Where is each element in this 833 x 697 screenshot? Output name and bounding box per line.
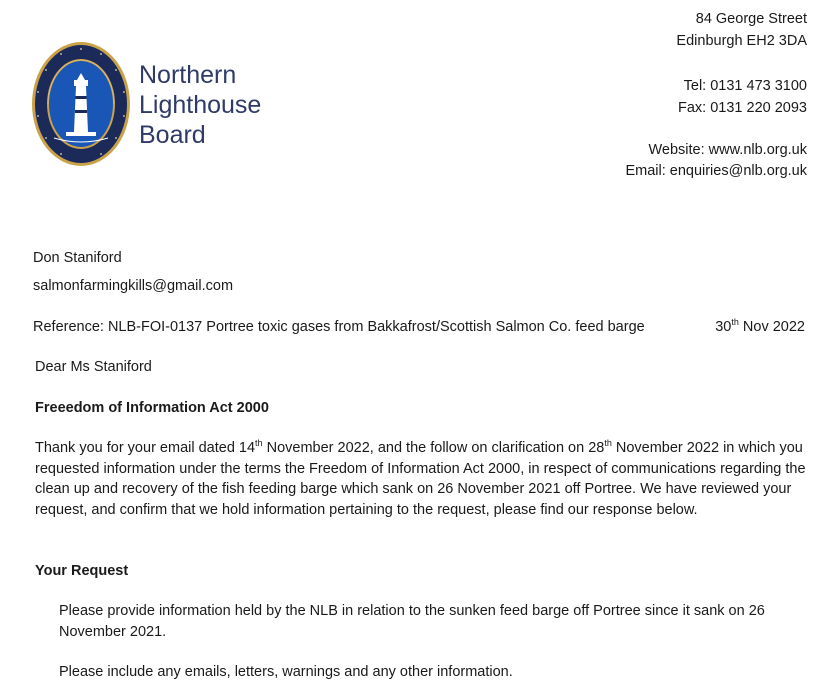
body-text: November 2022 in which you requested information under the terms the Freedom of Information Act 2000, in respect of communications regarding the clean up and recovery of the fish feeding barge which sank on 26 November 2021 off Portree. We have reviewed your request, and confirm that we hold information pertaining to the request, please find our response below. <box>35 440 806 518</box>
ordinal-suffix: th <box>255 438 263 449</box>
date-day: 30 <box>715 319 732 335</box>
ordinal-suffix: th <box>604 438 612 449</box>
request-paragraph: Please provide information held by the NLB in relation to the sunken feed barge off Portree since it sank on 26 November 2021. <box>59 603 765 640</box>
email-link[interactable]: Email: enquiries@nlb.org.uk <box>625 163 807 179</box>
body-paragraph <box>35 438 810 520</box>
date-suffix: th <box>731 317 739 328</box>
letter-date <box>715 317 805 337</box>
request-heading: Your Request <box>35 563 129 579</box>
request-paragraph-2: Please include any emails, letters, warnings and any other information. <box>59 664 513 680</box>
fax: Fax: 0131 220 2093 <box>678 100 807 116</box>
date-month-year: Nov 2022 <box>738 319 805 335</box>
address-city: Edinburgh EH2 3DA <box>676 33 807 49</box>
organization-name <box>139 60 261 150</box>
recipient-email: salmonfarmingkills@gmail.com <box>33 278 234 294</box>
org-name-line: Northern <box>139 61 237 89</box>
body-text: November 2022, and the follow on clarification on 28 <box>262 440 605 456</box>
reference-line: Reference: NLB-FOI-0137 Portree toxic gases from Bakkafrost/Scottish Salmon Co. feed barge <box>33 319 645 335</box>
telephone: Tel: 0131 473 3100 <box>683 78 807 94</box>
org-name-line: Lighthouse <box>139 91 262 119</box>
letter-heading: Freeedom of Information Act 2000 <box>35 400 269 416</box>
org-name-line: Board <box>139 121 206 149</box>
recipient-name: Don Staniford <box>33 250 122 266</box>
nlb-logo <box>30 40 132 168</box>
address-street: 84 George Street <box>695 11 807 27</box>
body-text: Thank you for your email dated 14 <box>35 440 256 456</box>
lighthouse-seal-icon <box>30 40 132 168</box>
salutation: Dear Ms Staniford <box>35 359 152 375</box>
website-link[interactable]: Website: www.nlb.org.uk <box>648 142 807 158</box>
